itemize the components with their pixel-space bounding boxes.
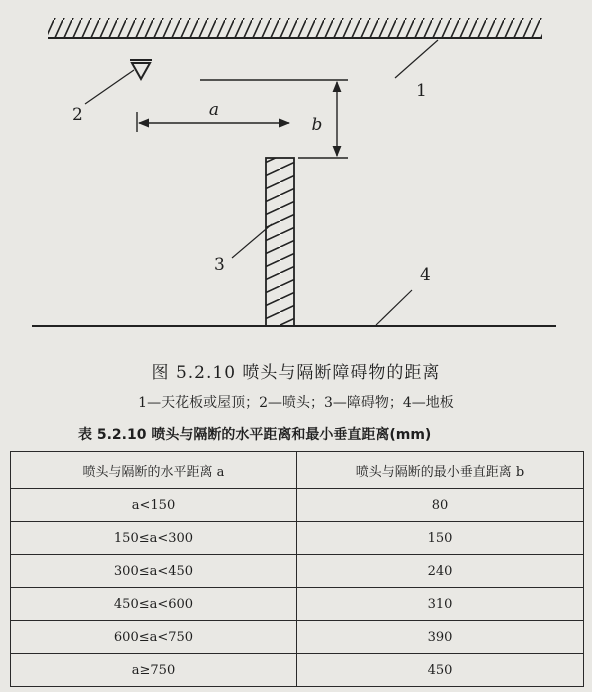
figure-caption: 图 5.2.10 喷头与隔断障碍物的距离 xyxy=(151,363,441,383)
cell-horizontal-distance: 300≤a<450 xyxy=(11,555,297,588)
table-row xyxy=(11,654,584,687)
cell-horizontal-distance: 150≤a<300 xyxy=(11,522,297,555)
dimension-a xyxy=(137,100,289,132)
cell-min-vertical-distance: 150 xyxy=(297,522,584,555)
cell-horizontal-distance: 450≤a<600 xyxy=(11,588,297,621)
callout-1: 1 xyxy=(416,81,427,101)
callout-2: 2 xyxy=(72,105,83,125)
cell-min-vertical-distance: 80 xyxy=(297,489,584,522)
cell-min-vertical-distance: 390 xyxy=(297,621,584,654)
distance-table xyxy=(10,451,584,687)
cell-min-vertical-distance: 450 xyxy=(297,654,584,687)
cell-horizontal-distance: 600≤a<750 xyxy=(11,621,297,654)
table-row xyxy=(11,588,584,621)
obstruction-partition xyxy=(266,158,294,326)
table-row xyxy=(11,522,584,555)
table-row xyxy=(11,555,584,588)
figure-legend: 1—天花板或屋顶；2—喷头；3—障碍物；4—地板 xyxy=(138,395,454,411)
table-title: 表 5.2.10 喷头与隔断的水平距离和最小垂直距离(mm) xyxy=(78,427,432,443)
cell-min-vertical-distance: 310 xyxy=(297,588,584,621)
distance-table-container xyxy=(10,451,584,685)
cell-horizontal-distance: a≥750 xyxy=(11,654,297,687)
dimension-b xyxy=(312,82,337,156)
header-horizontal-distance: 喷头与隔断的水平距离 a xyxy=(11,452,297,489)
table-row xyxy=(11,621,584,654)
leader-4 xyxy=(376,290,412,325)
callout-4: 4 xyxy=(420,265,431,285)
table-header-row xyxy=(11,452,584,489)
header-min-vertical-distance: 喷头与隔断的最小垂直距离 b xyxy=(297,452,584,489)
table-row xyxy=(11,489,584,522)
ceiling xyxy=(48,18,542,38)
leader-1 xyxy=(395,40,438,78)
cell-min-vertical-distance: 240 xyxy=(297,555,584,588)
callout-3: 3 xyxy=(214,255,225,275)
leader-2 xyxy=(85,70,134,104)
sprinkler-head-icon xyxy=(130,60,152,79)
cell-horizontal-distance: a<150 xyxy=(11,489,297,522)
dimension-a-label: a xyxy=(208,100,220,120)
dimension-b-label: b xyxy=(311,115,323,135)
